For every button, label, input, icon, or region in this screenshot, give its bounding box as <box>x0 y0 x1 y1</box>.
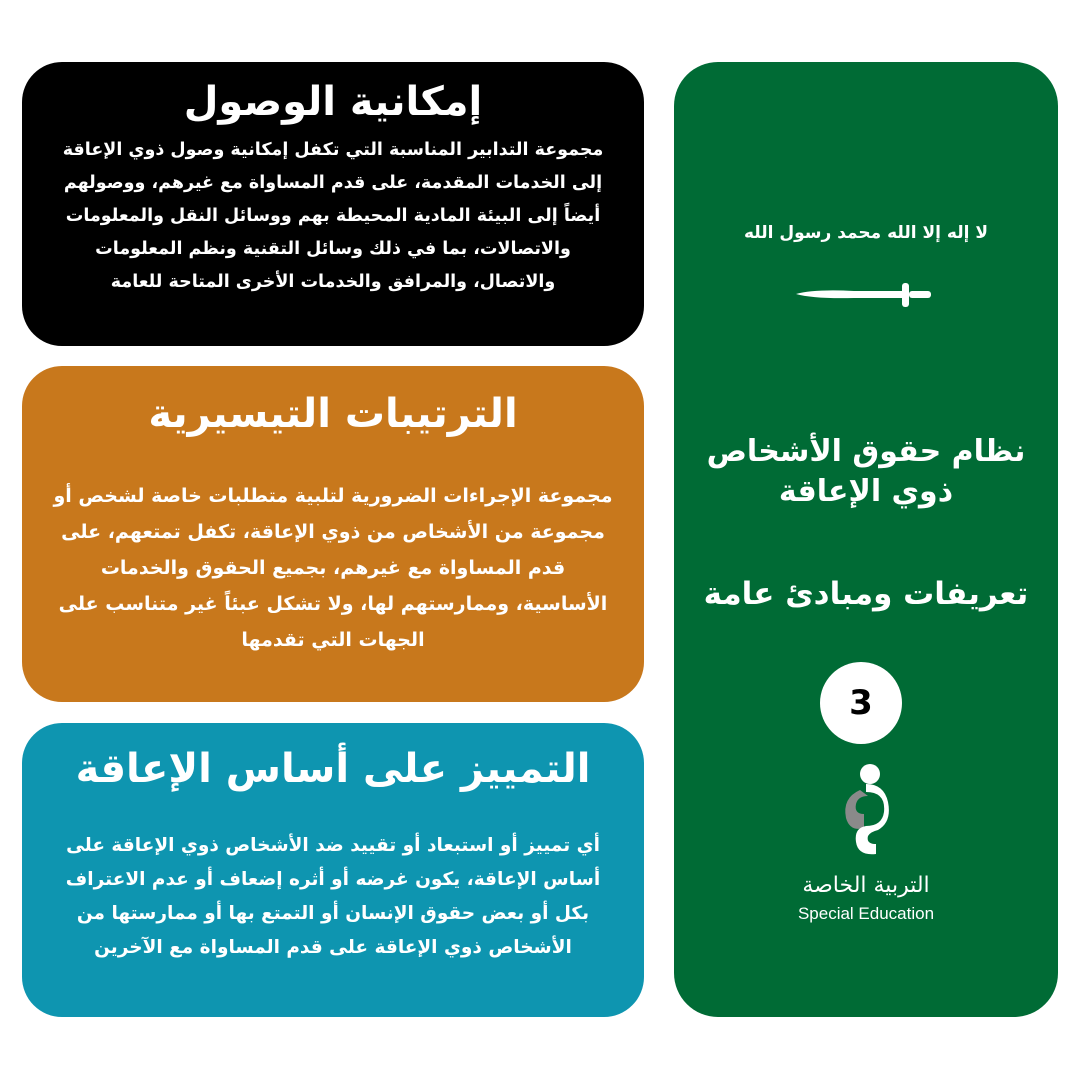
discrimination-card <box>22 723 644 1017</box>
panel-title: نظام حقوق الأشخاص ذوي الإعاقة <box>706 434 1026 509</box>
accommodation-definition: مجموعة الإجراءات الضرورية لتلبية متطلبات خاصة لشخص أو مجموعة من الأشخاص من ذوي الإعاقة، تكفل تمتعهم، على قدم المساواة مع غيرهم، بجميع الحقوق والخدمات الأساسية، وممارستهم لها، ولا تشكل عبئاً غير متناسب على الجهات التي تقدمها <box>53 485 613 651</box>
special-education-logo-icon <box>840 762 890 862</box>
access-title: إمكانية الوصول <box>183 79 483 125</box>
logo-arabic-text: التربية الخاصة <box>802 873 930 898</box>
discrimination-definition: أي تمييز أو استبعاد أو تقييد ضد الأشخاص ذوي الإعاقة على أساس الإعاقة، يكون غرضه أو أثره إضعاف أو عدم الاعتراف بكل أو بعض حقوق الإنسان أو التمتع بها أو ممارستها من الأشخاص ذوي الإعاقة على قدم المساواة مع الآخرين <box>65 835 601 958</box>
shahada-text: لا إله إلا الله محمد رسول الله <box>743 223 989 243</box>
accommodation-title: الترتيبات التيسيرية <box>148 391 518 437</box>
sword-icon <box>794 280 934 310</box>
discrimination-title: التمييز على أساس الإعاقة <box>75 746 591 792</box>
shahada-calligraphy <box>743 190 989 262</box>
panel-subtitle: تعريفات ومبادئ عامة <box>703 576 1029 612</box>
logo-english-text: Special Education <box>797 904 935 923</box>
accommodation-card <box>22 366 644 702</box>
series-number-badge: 3 <box>820 662 902 744</box>
access-card <box>22 62 644 346</box>
title-panel <box>674 62 1058 1017</box>
access-definition: مجموعة التدابير المناسبة التي تكفل إمكانية وصول ذوي الإعاقة إلى الخدمات المقدمة، على قدم المساواة مع غيرهم، ووصولهم أيضاً إلى البيئة المادية المحيطة بهم ووسائل النقل والمعلومات والاتصالات، بما في ذلك وسائل التقنية ونظم المعلومات والاتصال، والمرافق والخدمات الأخرى المتاحة للعامة <box>62 140 604 292</box>
